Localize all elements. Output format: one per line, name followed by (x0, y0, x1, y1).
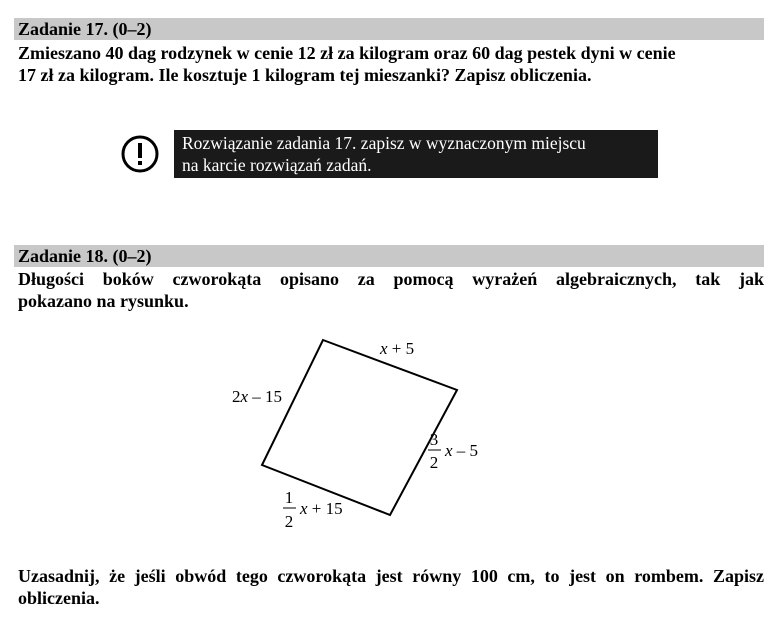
task18-text (18, 268, 764, 312)
label-bottom-side (283, 488, 343, 531)
right-fraction-numerator: 3 (429, 430, 439, 449)
notice-line2: na karcie rozwiązań zadań. (182, 155, 372, 175)
task18-line1: Długości boków czworokąta opisano za pomocą wyrażeń algebraicznych, tak jak (18, 269, 764, 289)
notice-box (174, 130, 658, 178)
question-line2: obliczenia. (18, 588, 100, 608)
label-top-side: x + 5 (380, 339, 415, 358)
task17-header: Zadanie 17. (0–2) (14, 18, 764, 40)
task17-text (18, 42, 764, 86)
bottom-side-expression: x + 15 (300, 499, 343, 518)
task18-header: Zadanie 18. (0–2) (14, 245, 764, 267)
quadrilateral-figure (200, 330, 520, 540)
task18-line2: pokazano na rysunku. (18, 291, 189, 311)
task18-question (18, 565, 764, 609)
label-left-side: 2x – 15 (232, 387, 283, 406)
right-fraction-denominator: 2 (429, 453, 439, 472)
bottom-fraction-denominator: 2 (284, 512, 294, 531)
exclamation-circle-icon (120, 134, 160, 174)
label-right-side (428, 430, 478, 472)
notice-line1: Rozwiązanie zadania 17. zapisz w wyznaczonym miejscu (182, 133, 586, 153)
bottom-fraction-numerator: 1 (284, 488, 294, 507)
right-side-expression: x – 5 (445, 441, 479, 460)
question-line1: Uzasadnij, że jeśli obwód tego czworokąta jest równy 100 cm, to jest on rombem. Zapisz (18, 566, 764, 586)
task17-line2: 17 zł za kilogram. Ile kosztuje 1 kilogram tej mieszanki? Zapisz obliczenia. (18, 65, 592, 85)
task17-line1: Zmieszano 40 dag rodzynek w cenie 12 zł za kilogram oraz 60 dag pestek dyni w cenie (18, 43, 676, 63)
solution-notice (120, 130, 660, 178)
